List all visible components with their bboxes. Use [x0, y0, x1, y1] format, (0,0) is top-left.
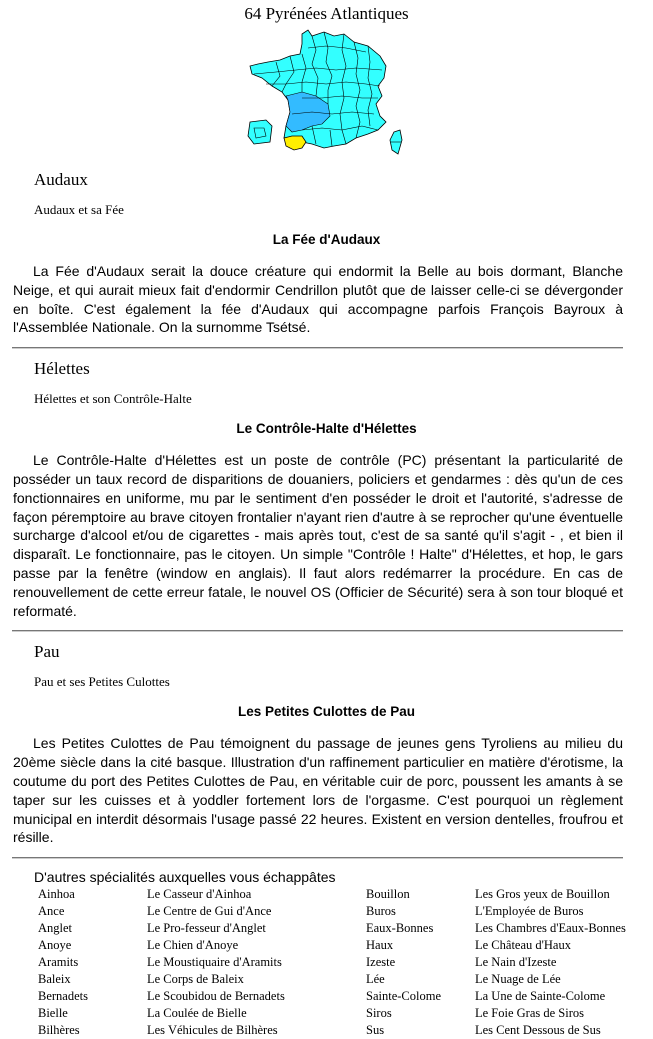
section-body: Les Petites Culottes de Pau témoignent du passage de jeunes gens Tyroliens au milieu du 20ème siècle dans la cité basque. Illustration d'un raffinement particulier en matière d'érotisme, la coutume du port des Petites Culottes de Pau, en véritable cuir de porc, poussent les amants à se taper sur les cuisses et à yoddler fortement lors de l'orgasme. C'est pourquoi un règlement municipal en interdit désormais l'usage passé 22 heures. Existent en version dentelles, froufrou et résille. — [13, 735, 623, 846]
specialty-name: Le Château d'Haux — [475, 938, 571, 953]
specialty-name: Les Chambres d'Eaux-Bonnes — [475, 921, 626, 936]
specialty-row — [38, 886, 635, 903]
specialty-name: Les Véhicules de Bilhères — [147, 1023, 278, 1038]
town-name: Sainte-Colome — [366, 989, 441, 1004]
specialty-row — [38, 920, 635, 937]
town-name: Bielle — [38, 1006, 68, 1021]
specialty-name: Le Corps de Baleix — [147, 972, 244, 987]
others-title: D'autres spécialités auxquelles vous échappâtes — [34, 869, 336, 886]
others-table — [38, 886, 635, 1039]
divider — [12, 630, 623, 632]
section-title: Le Contrôle-Halte d'Hélettes — [236, 421, 417, 437]
town-name: Haux — [366, 938, 394, 953]
france-map — [246, 26, 406, 162]
specialty-row — [38, 954, 635, 971]
map-container — [0, 24, 653, 164]
divider — [12, 857, 623, 859]
specialty-name: La Une de Sainte-Colome — [475, 989, 606, 1004]
specialty-row — [38, 1005, 635, 1022]
town-name: Ainhoa — [38, 887, 75, 902]
town-name: Izeste — [366, 955, 396, 970]
section-subtitle: Audaux et sa Fée — [34, 202, 124, 217]
town-name: Bouillon — [366, 887, 410, 902]
section-name: Pau — [34, 642, 60, 662]
section-body: Le Contrôle-Halte d'Hélettes est un poste de contrôle (PC) présentant la particularité de posséder un taux record de disparitions de douaniers, policiers et gendarmes : dès qu'un de ces fonctionnaires en uniforme, mu par le sentiment d'en posséder le droit et l'autorité, s'adresse de façon péremptoire au brave citoyen frontalier n'ayant rien d'autre à se reprocher qu'une éventuelle surcharge d'alcool et/ou de cigarettes - mais après tout, c'est de sa santé qu'il s'agit - , et bien il disparaît. Le fonctionnaire, pas le citoyen. Un simple "Contrôle ! Halte" d'Hélettes, et hop, le gars passe par la fenêtre (window en anglais). Il faut alors redémarrer la procédure. En cas de renouvellement de cette erreur fatale, le nouvel OS (Officier de Sécurité) sera à son tour bloqué et reformaté. — [13, 452, 623, 619]
specialty-name: Le Nuage de Lée — [475, 972, 561, 987]
town-name: Ance — [38, 904, 65, 919]
specialty-name: Le Nain d'Izeste — [475, 955, 557, 970]
section-helettes — [0, 359, 653, 620]
section-name: Audaux — [34, 170, 88, 189]
specialty-name: L'Employée de Buros — [475, 904, 584, 919]
section-subtitle: Hélettes et son Contrôle-Halte — [34, 391, 192, 407]
specialty-row — [38, 971, 635, 988]
town-name: Bernadets — [38, 989, 88, 1004]
section-body: La Fée d'Audaux serait la douce créature qui endormit la Belle au bois dormant, Blanche Neige, et qui aurait mieux fait d'endormir Cendrillon plutôt que de laisser celle-ci se dévergonder en boîte. C'est également la fée d'Audaux qui accompagne parfois François Bayroux à l'Assemblée Nationale. On la surnomme Tsétsé. — [13, 263, 623, 336]
specialty-name: Le Chien d'Anoye — [147, 938, 239, 953]
town-name: Baleix — [38, 972, 71, 987]
map-overseas — [248, 120, 272, 144]
section-title: La Fée d'Audaux — [272, 232, 381, 247]
town-name: Buros — [366, 904, 396, 919]
specialty-row — [38, 903, 635, 920]
town-name: Bilhères — [38, 1023, 80, 1038]
specialty-name: Le Pro-fesseur d'Anglet — [147, 921, 266, 936]
town-name: Aramits — [38, 955, 79, 970]
section-subtitle: Pau et ses Petites Culottes — [34, 674, 170, 690]
specialty-name: Le Foie Gras de Siros — [475, 1006, 585, 1021]
section-name: Hélettes — [34, 359, 90, 379]
town-name: Anglet — [38, 921, 73, 936]
specialty-name: Le Moustiquaire d'Aramits — [147, 955, 282, 970]
town-name: Eaux-Bonnes — [366, 921, 434, 936]
town-name: Siros — [366, 1006, 392, 1021]
specialty-name: Les Gros yeux de Bouillon — [475, 887, 610, 902]
divider — [12, 347, 623, 349]
specialty-name: La Coulée de Bielle — [147, 1006, 247, 1021]
specialty-row — [38, 937, 635, 954]
map-highlight-64 — [284, 136, 306, 150]
specialty-name: Le Casseur d'Ainhoa — [147, 887, 252, 902]
section-pau — [0, 642, 653, 847]
town-name: Anoye — [38, 938, 72, 953]
section-audaux — [0, 170, 653, 337]
town-name: Lée — [366, 972, 385, 987]
page-title: 64 Pyrénées Atlantiques — [244, 4, 409, 23]
town-name: Sus — [366, 1023, 385, 1038]
specialty-name: Les Cent Dessous de Sus — [475, 1023, 601, 1038]
specialty-name: Le Centre de Gui d'Ance — [147, 904, 272, 919]
section-title: Les Petites Culottes de Pau — [237, 704, 416, 720]
specialty-row — [38, 1022, 635, 1039]
specialty-name: Le Scoubidou de Bernadets — [147, 989, 285, 1004]
specialty-row — [38, 988, 635, 1005]
